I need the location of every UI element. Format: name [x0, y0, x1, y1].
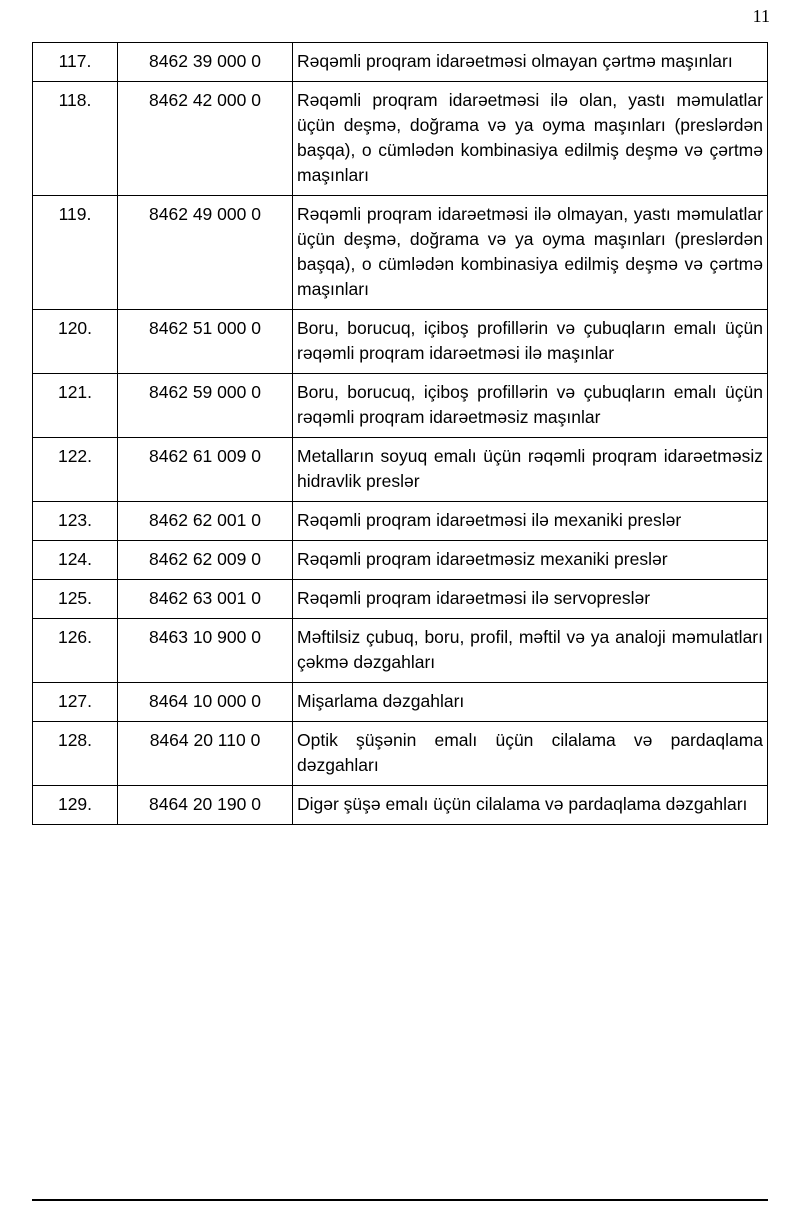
row-description-cell: Metalların soyuq emalı üçün rəqəmli proqram idarəetməsiz hidravlik preslər	[293, 438, 768, 502]
table-row	[33, 722, 768, 786]
table-row	[33, 683, 768, 722]
table-row	[33, 196, 768, 310]
row-code-cell: 8464 10 000 0	[118, 683, 293, 722]
commodity-codes-table	[32, 42, 768, 825]
row-code-cell: 8462 62 001 0	[118, 502, 293, 541]
row-description-cell: Məftilsiz çubuq, boru, profil, məftil və ya analoji məmulatları çəkmə dəzgahları	[293, 619, 768, 683]
row-description-cell: Optik şüşənin emalı üçün cilalama və pardaqlama dəzgahları	[293, 722, 768, 786]
row-description-cell: Rəqəmli proqram idarəetməsiz mexaniki preslər	[293, 541, 768, 580]
row-number-cell: 128.	[33, 722, 118, 786]
row-code-cell: 8462 62 009 0	[118, 541, 293, 580]
row-code-cell: 8463 10 900 0	[118, 619, 293, 683]
row-number-cell: 122.	[33, 438, 118, 502]
commodity-codes-table-body	[33, 43, 768, 825]
row-description-cell: Rəqəmli proqram idarəetməsi ilə olan, yastı məmulatlar üçün deşmə, doğrama və ya oyma maşınları (preslərdən başqa), o cümlədən kombinasiya edilmiş deşmə və çərtmə maşınları	[293, 82, 768, 196]
row-description-cell: Boru, borucuq, içiboş profillərin və çubuqların emalı üçün rəqəmli proqram idarəetməsiz maşınlar	[293, 374, 768, 438]
row-description-cell: Rəqəmli proqram idarəetməsi ilə olmayan, yastı məmulatlar üçün deşmə, doğrama və ya oyma maşınları (preslərdən başqa), o cümlədən kombinasiya edilmiş deşmə və çərtmə maşınları	[293, 196, 768, 310]
table-row	[33, 580, 768, 619]
row-code-cell: 8462 49 000 0	[118, 196, 293, 310]
row-code-cell: 8462 39 000 0	[118, 43, 293, 82]
row-number-cell: 125.	[33, 580, 118, 619]
table-row	[33, 502, 768, 541]
row-number-cell: 127.	[33, 683, 118, 722]
row-description-cell: Rəqəmli proqram idarəetməsi ilə servopreslər	[293, 580, 768, 619]
row-code-cell: 8464 20 110 0	[118, 722, 293, 786]
table-row	[33, 438, 768, 502]
row-description-cell: Rəqəmli proqram idarəetməsi olmayan çərtmə maşınları	[293, 43, 768, 82]
row-code-cell: 8462 59 000 0	[118, 374, 293, 438]
table-row	[33, 310, 768, 374]
table-row	[33, 786, 768, 825]
page-number: 11	[752, 6, 770, 26]
row-code-cell: 8464 20 190 0	[118, 786, 293, 825]
row-number-cell: 121.	[33, 374, 118, 438]
row-number-cell: 126.	[33, 619, 118, 683]
row-number-cell: 118.	[33, 82, 118, 196]
row-number-cell: 124.	[33, 541, 118, 580]
table-row	[33, 374, 768, 438]
row-number-cell: 119.	[33, 196, 118, 310]
row-code-cell: 8462 63 001 0	[118, 580, 293, 619]
table-row	[33, 82, 768, 196]
row-number-cell: 117.	[33, 43, 118, 82]
table-row	[33, 619, 768, 683]
row-description-cell: Rəqəmli proqram idarəetməsi ilə mexaniki preslər	[293, 502, 768, 541]
row-code-cell: 8462 51 000 0	[118, 310, 293, 374]
row-description-cell: Mişarlama dəzgahları	[293, 683, 768, 722]
table-row	[33, 43, 768, 82]
row-code-cell: 8462 61 009 0	[118, 438, 293, 502]
row-code-cell: 8462 42 000 0	[118, 82, 293, 196]
row-number-cell: 123.	[33, 502, 118, 541]
row-description-cell: Boru, borucuq, içiboş profillərin və çubuqların emalı üçün rəqəmli proqram idarəetməsi ilə maşınlar	[293, 310, 768, 374]
footer-rule	[32, 1199, 768, 1201]
row-number-cell: 120.	[33, 310, 118, 374]
row-description-cell: Digər şüşə emalı üçün cilalama və pardaqlama dəzgahları	[293, 786, 768, 825]
table-row	[33, 541, 768, 580]
row-number-cell: 129.	[33, 786, 118, 825]
